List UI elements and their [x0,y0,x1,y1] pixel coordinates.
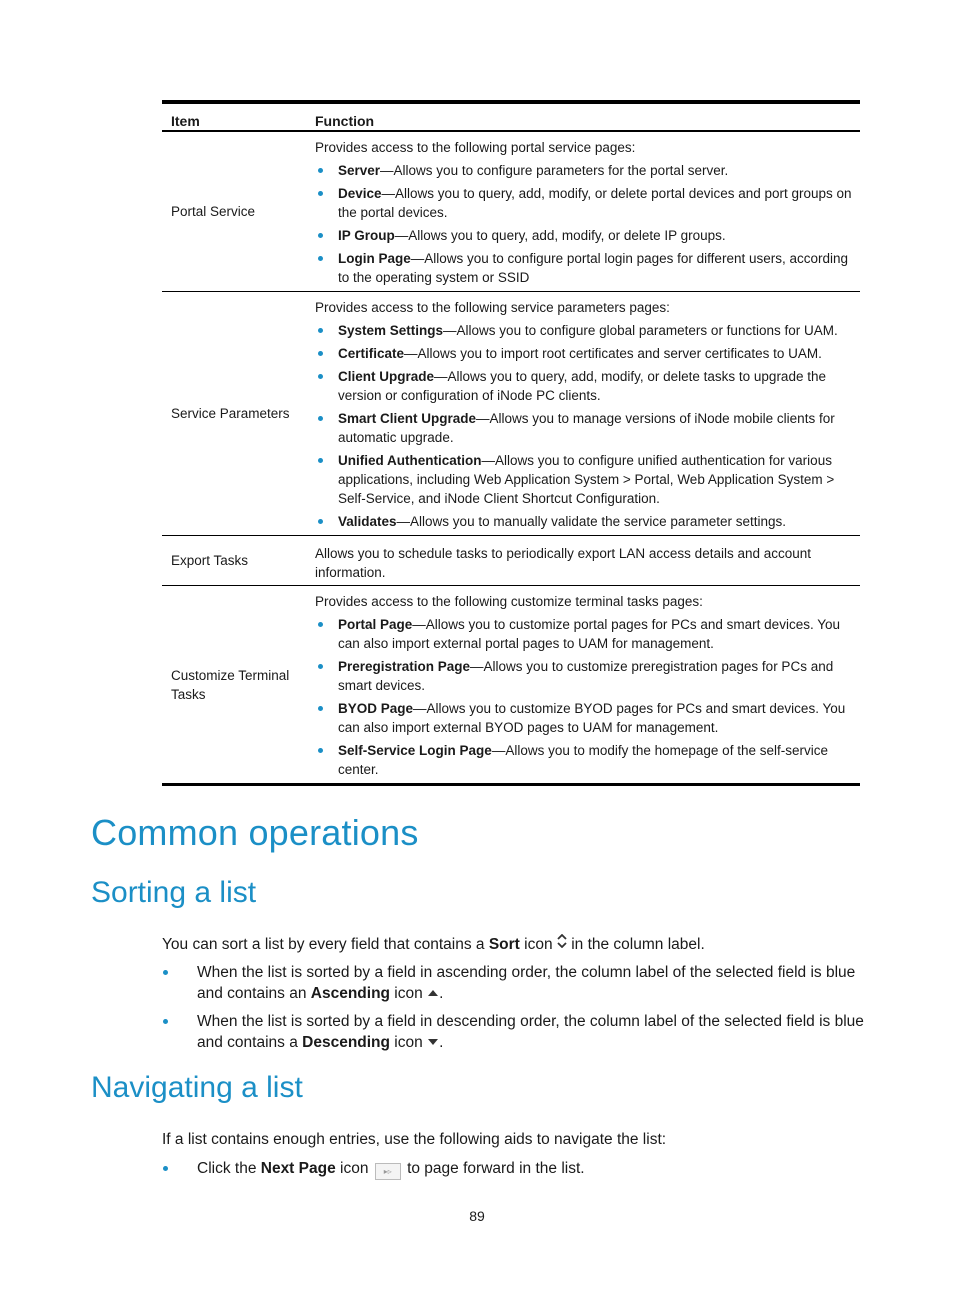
list-item-term: Preregistration Page [338,659,471,674]
header-item: Item [171,113,200,129]
ascending-end: . [439,985,444,1002]
cell-function [162,586,860,783]
next-page-term: Next Page [260,1160,336,1177]
list-item-term: Smart Client Upgrade [338,411,477,426]
cell-function [162,292,860,535]
function-table [162,100,860,786]
list-item-term: BYOD Page [338,701,414,716]
cell-function [162,132,860,291]
list-item-desc: —Allows you to query, add, modify, or delete portal devices and port groups on the portal devices. [338,186,852,220]
list-item-desc: —Allows you to customize BYOD pages for PCs and smart devices. You can also import external BYOD pages to UAM for management. [338,701,846,735]
heading-sorting-a-list: Sorting a list [91,876,257,909]
list-item [315,699,854,737]
list-item-desc: —Allows you to import root certificates and server certificates to UAM. [404,346,822,361]
descending-end: . [439,1034,444,1051]
ascending-text: When the list is sorted by a field in ascending order, the column label of the selected field is blue and contains an [197,964,856,1002]
header-function: Function [315,113,375,129]
cell-item: Portal Service [171,204,256,219]
sorting-bullet-ascending [162,962,864,1005]
list-item-term: Server [338,163,381,178]
function-intro: Provides access to the following portal service pages: [315,140,636,155]
list-item-desc: —Allows you to modify the homepage of the self-service center. [338,743,828,777]
table-row [162,292,860,536]
descending-text2: icon [390,1034,423,1051]
list-item-term: Unified Authentication [338,453,482,468]
navigating-intro: If a list contains enough entries, use the following aids to navigate the list: [162,1131,667,1148]
list-item-term: Portal Page [338,617,413,632]
list-item [315,367,854,405]
list-item [315,451,854,508]
next-page-text: Click the [197,1160,261,1177]
bullet-dot [163,1166,168,1171]
table-row [162,536,860,586]
heading-common-operations: Common operations [91,812,419,853]
function-intro: Provides access to the following service parameters pages: [315,300,670,315]
list-item [315,184,854,222]
ascending-text2: icon [390,985,423,1002]
list-item [315,321,854,340]
list-item-term: Client Upgrade [338,369,435,384]
sorting-intro-end: in the column label. [566,936,705,953]
next-page-end: to page forward in the list. [407,1160,585,1177]
cell-item: Service Parameters [171,406,290,421]
list-item [315,161,854,180]
ascending-icon [427,984,439,1005]
list-item-desc: —Allows you to query, add, modify, or delete tasks to upgrade the version or configuration of iNode PC clients. [338,369,826,403]
list-item [315,409,854,447]
descending-term: Descending [302,1034,390,1051]
list-item-desc: —Allows you to configure portal login pages for different users, according to the operating system or SSID [338,251,849,285]
list-item-term: System Settings [338,323,444,338]
list-item [315,226,854,245]
function-list [315,321,854,531]
heading-navigating-a-list: Navigating a list [91,1071,303,1104]
list-item [315,512,854,531]
list-item-term: Certificate [338,346,405,361]
next-page-icon: ▸▹ [375,1163,401,1180]
sort-term: Sort [488,936,520,953]
table-row [162,132,860,292]
function-list [315,161,854,287]
function-list [315,615,854,779]
list-item-desc: —Allows you to manage versions of iNode mobile clients for automatic upgrade. [338,411,835,445]
sorting-intro-text2: icon [519,936,553,953]
function-intro: Allows you to schedule tasks to periodically export LAN access details and account information. [315,546,812,580]
list-item-term: Device [338,186,382,201]
table-body [162,132,860,786]
list-item-term: Validates [338,514,397,529]
descending-icon [427,1033,439,1054]
list-item-desc: —Allows you to configure unified authentication for various applications, including Web Application System > Portal, Web Application System > Self-Service, and iNode Client Shortcut Configuration. [338,453,835,506]
cell-item: Export Tasks [171,553,249,568]
descending-text: When the list is sorted by a field in descending order, the column label of the selected field is blue and contains a [197,1013,864,1051]
navigating-bullet-next-page [162,1158,864,1180]
function-intro: Provides access to the following customize terminal tasks pages: [315,594,703,609]
cell-function [162,536,860,585]
list-item-desc: —Allows you to customize preregistration pages for PCs and smart devices. [338,659,834,693]
list-item [315,249,854,287]
table-row [162,586,860,786]
list-item-term: IP Group [338,228,395,243]
list-item [315,344,854,363]
bullet-dot [163,1019,168,1024]
next-page-text2: icon [335,1160,369,1177]
cell-item: Customize Terminal Tasks [171,667,290,702]
table-header [162,104,860,132]
page-number: 89 [469,1208,485,1224]
list-item-term: Self-Service Login Page [338,743,492,758]
list-item [315,741,854,779]
sort-icon [557,934,567,956]
list-item-desc: —Allows you to customize portal pages for PCs and smart devices. You can also import external portal pages to UAM for management. [338,617,840,651]
list-item-desc: —Allows you to configure global parameters or functions for UAM. [443,323,838,338]
sorting-intro-text: You can sort a list by every field that contains a [162,936,489,953]
list-item-desc: —Allows you to manually validate the service parameter settings. [396,514,786,529]
list-item [315,615,854,653]
bullet-dot [163,970,168,975]
list-item [315,657,854,695]
list-item-desc: —Allows you to query, add, modify, or delete IP groups. [394,228,726,243]
ascending-term: Ascending [310,985,390,1002]
list-item-term: Login Page [338,251,411,266]
sorting-intro [162,934,864,956]
list-item-desc: —Allows you to configure parameters for the portal server. [380,163,729,178]
sorting-bullet-descending [162,1011,864,1054]
